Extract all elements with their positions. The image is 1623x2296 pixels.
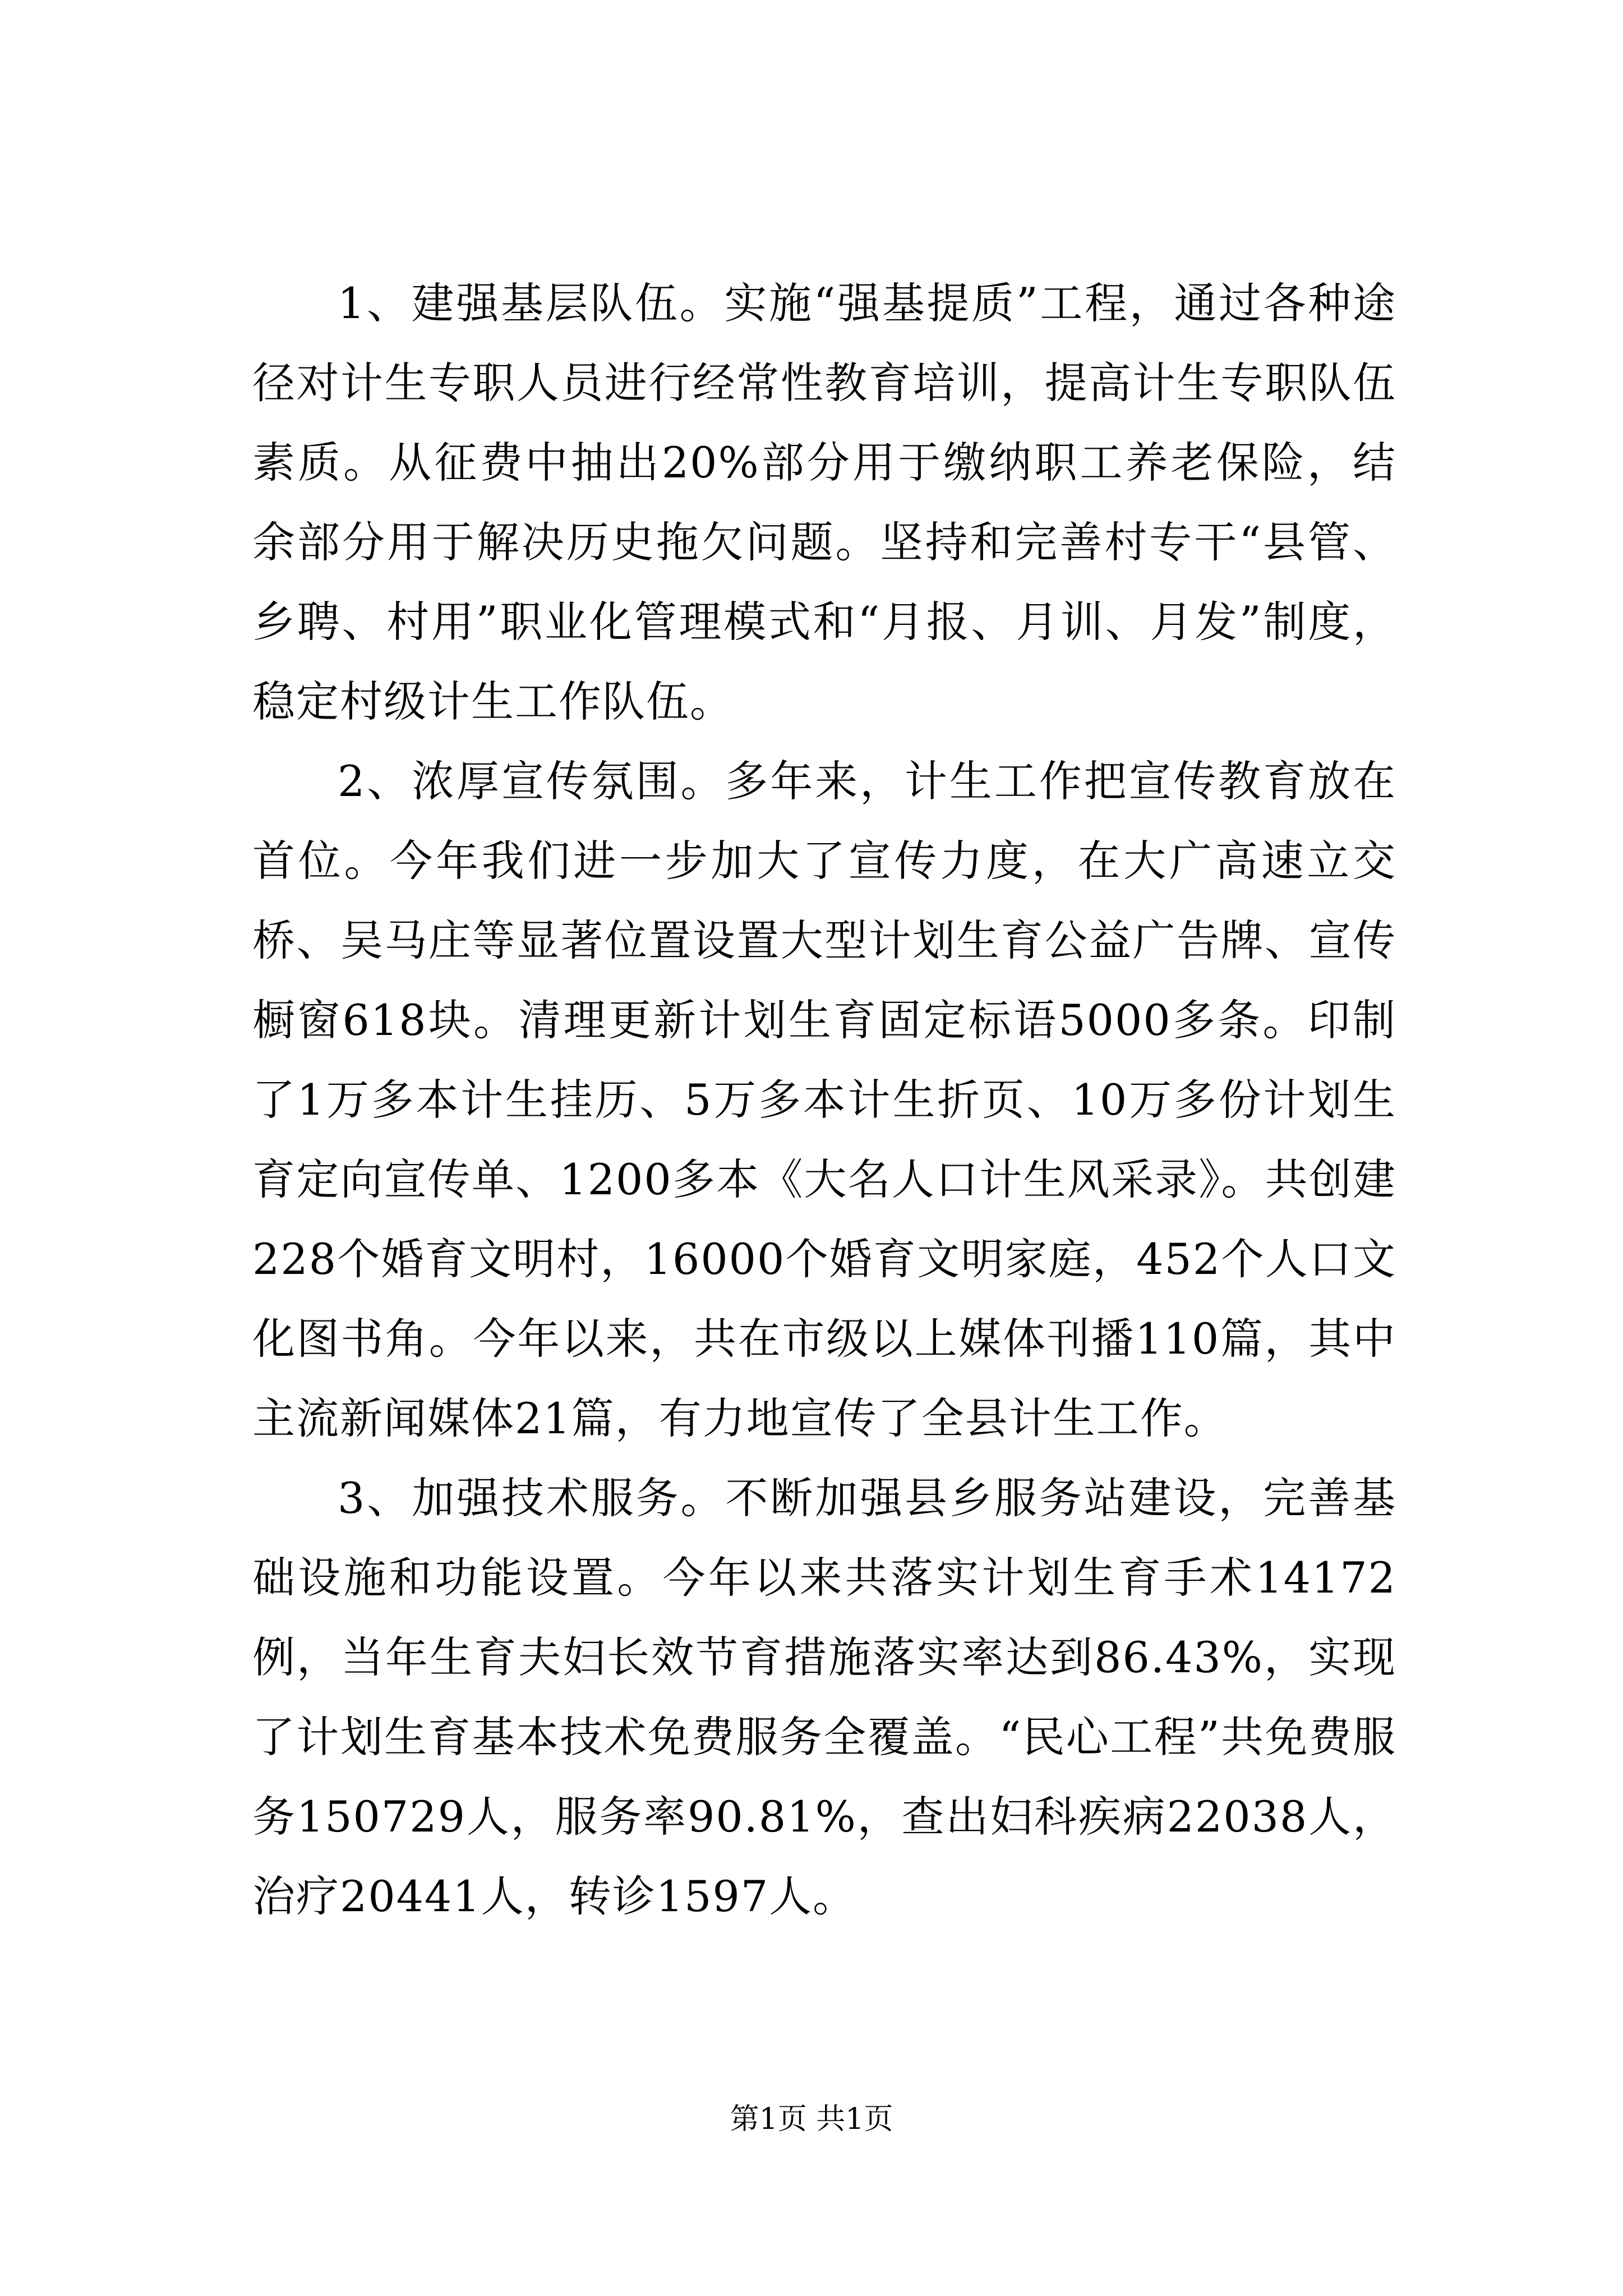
paragraph-2: 2、浓厚宣传氛围。多年来，计生工作把宣传教育放在首位。今年我们进一步加大了宣传力度，在大广高速立交桥、吴马庄等显著位置设置大型计划生育公益广告牌、宣传橱窗618块。清理更新计划生育固定标语5000多条。印制了1万多本计生挂历、5万多本计生折页、10万多份计划生育定向宣传单、1200多本《大名人口计生风采录》。共创建228个婚育文明村，16000个婚育文明家庭，452个人口文化图书角。今年以来，共在市级以上媒体刊播110篇，其中主流新闻媒体21篇，有力地宣传了全县计生工作。	[252, 756, 1396, 1443]
document-body	[252, 264, 1396, 1936]
paragraph-3: 3、加强技术服务。不断加强县乡服务站建设，完善基础设施和功能设置。今年以来共落实计划生育手术14172例，当年生育夫妇长效节育措施落实率达到86.43%，实现了计划生育基本技术免费服务全覆盖。“民心工程”共免费服务150729人，服务率90.81%，查出妇科疾病22038人，治疗20441人，转诊1597人。	[252, 1473, 1396, 1921]
paragraph-1: 1、建强基层队伍。实施“强基提质”工程，通过各种途径对计生专职人员进行经常性教育培训，提高计生专职队伍素质。从征费中抽出20%部分用于缴纳职工养老保险，结余部分用于解决历史拖欠问题。坚持和完善村专干“县管、乡聘、村用”职业化管理模式和“月报、月训、月发”制度，稳定村级计生工作队伍。	[252, 278, 1396, 726]
page-footer: 第1页 共1页	[730, 2102, 893, 2136]
